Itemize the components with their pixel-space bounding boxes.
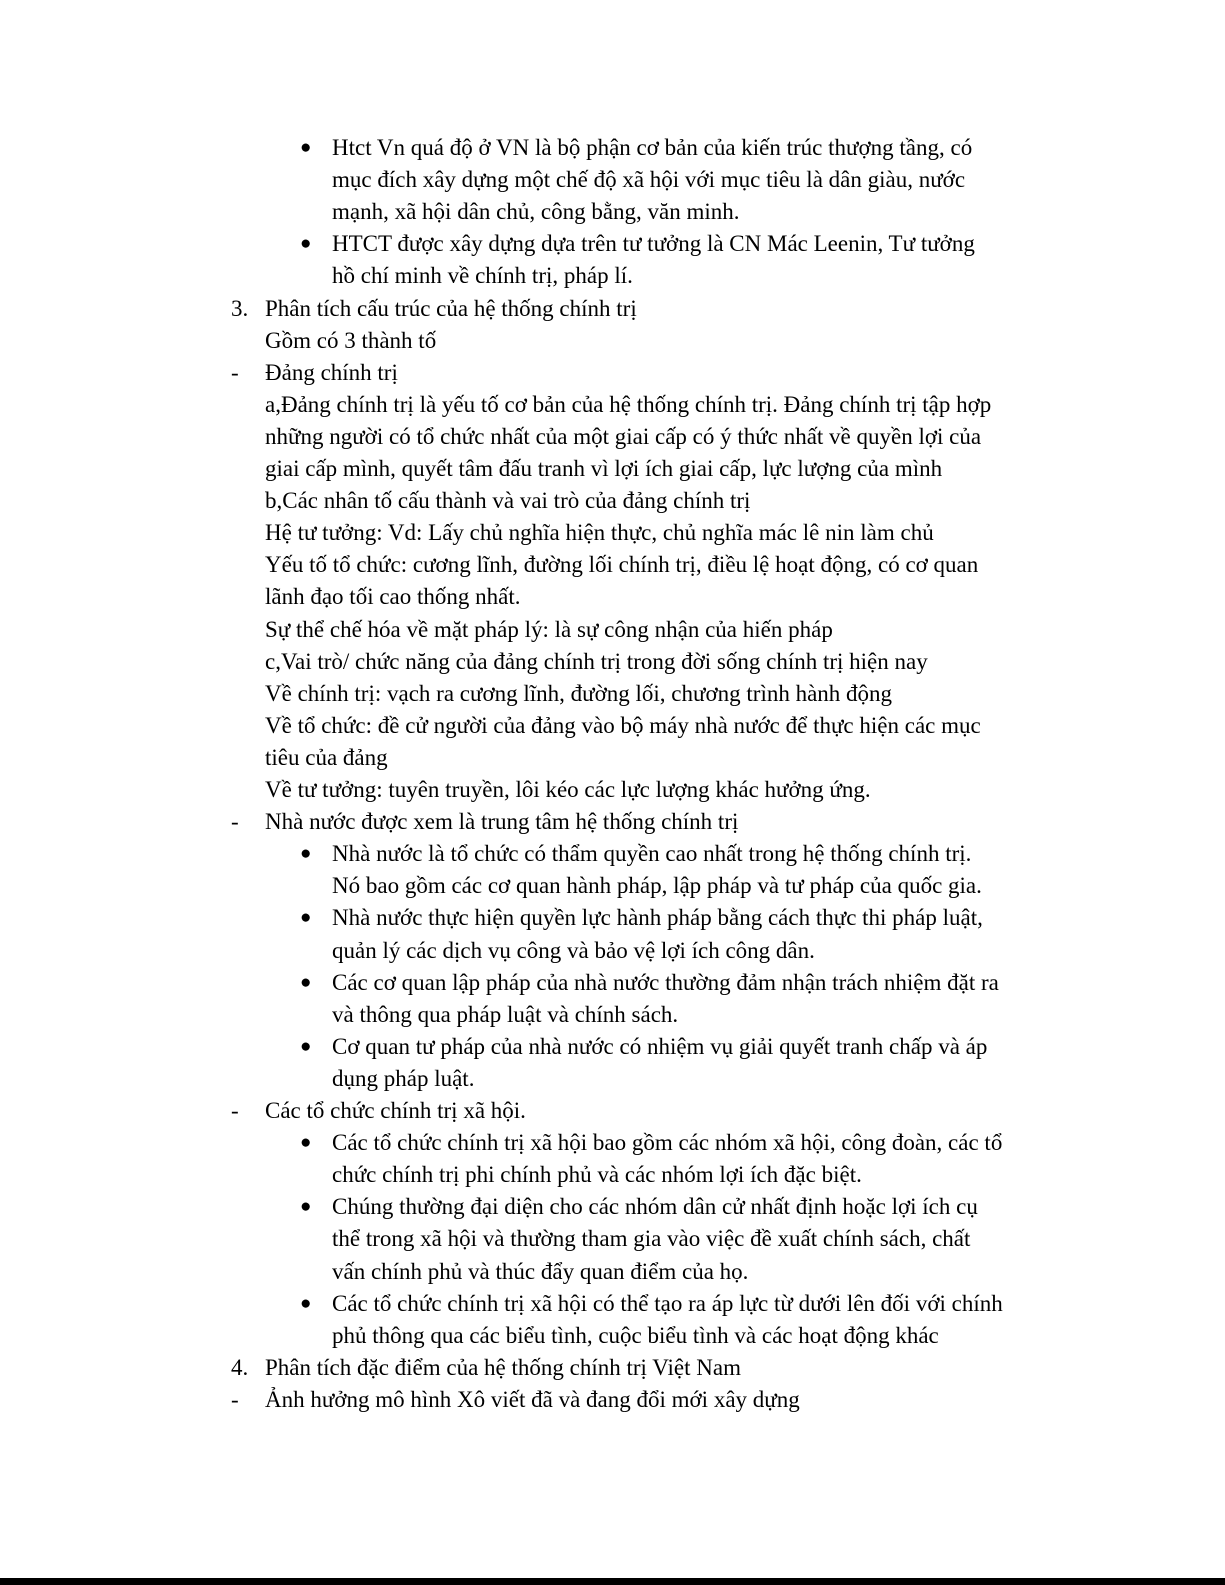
bullet-marker: ● [300, 1132, 312, 1154]
text-line: vấn chính phủ và thúc đẩy quan điểm của họ. [332, 1258, 749, 1284]
page-bottom-border [0, 1578, 1225, 1585]
text-line: Về chính trị: vạch ra cương lĩnh, đường lối, chương trình hành động [265, 680, 893, 706]
dash-marker: - [231, 809, 239, 835]
text-line: Đảng chính trị [265, 359, 398, 385]
list-number: 3. [231, 295, 249, 321]
text-line: Các tổ chức chính trị xã hội bao gồm các nhóm xã hội, công đoàn, các tổ [332, 1130, 1003, 1156]
text-line: tiêu của đảng [265, 744, 388, 770]
text-line: Các tổ chức chính trị xã hội. [265, 1098, 526, 1123]
bullet-marker: ● [300, 137, 312, 158]
text-line: Phân tích cấu trúc của hệ thống chính trị [265, 295, 637, 321]
bullet-marker: ● [300, 907, 312, 929]
text-line: Nhà nước được xem là trung tâm hệ thống chính trị [265, 809, 739, 835]
text-line: Nhà nước thực hiện quyền lực hành pháp bằng cách thực thi pháp luật, [332, 905, 983, 931]
text-line: Yếu tố tổ chức: cương lĩnh, đường lối chính trị, điều lệ hoạt động, có cơ quan [265, 552, 979, 578]
text-line: chức chính trị phi chính phủ và các nhóm lợi ích đặc biệt. [332, 1162, 862, 1188]
text-line: Htct Vn quá độ ở VN là bộ phận cơ bản của kiến trúc thượng tầng, có [332, 135, 973, 160]
bullet-marker: ● [300, 971, 312, 993]
text-line: và thông qua pháp luật và chính sách. [332, 1001, 679, 1027]
bullet-marker: ● [300, 233, 312, 255]
text-line: Hệ tư tưởng: Vd: Lấy chủ nghĩa hiện thực, chủ nghĩa mác lê nin làm chủ [265, 520, 934, 546]
text-line: Các cơ quan lập pháp của nhà nước thường đảm nhận trách nhiệm đặt ra [332, 969, 999, 995]
text-line: Sự thể chế hóa về mặt pháp lý: là sự công nhận của hiến pháp [265, 616, 833, 642]
text-line: a,Đảng chính trị là yếu tố cơ bản của hệ thống chính trị. Đảng chính trị tập hợp [265, 391, 992, 417]
dash-marker: - [231, 1098, 239, 1123]
text-line: Về tổ chức: đề cử người của đảng vào bộ máy nhà nước để thực hiện các mục [265, 712, 981, 738]
text-line: Phân tích đặc điểm của hệ thống chính trị Việt Nam [265, 1354, 741, 1380]
text-line: HTCT được xây dựng dựa trên tư tưởng là CN Mác Leenin, Tư tưởng [332, 231, 975, 257]
bullet-marker: ● [300, 843, 312, 865]
text-line: c,Vai trò/ chức năng của đảng chính trị trong đời sống chính trị hiện nay [265, 648, 928, 674]
text-line: hồ chí minh về chính trị, pháp lí. [332, 263, 633, 289]
text-line: Chúng thường đại diện cho các nhóm dân cử nhất định hoặc lợi ích cụ [332, 1194, 978, 1220]
text-line: thể trong xã hội và thường tham gia vào việc đề xuất chính sách, chất [332, 1226, 971, 1252]
bullet-marker: ● [300, 1035, 312, 1057]
text-line: Cơ quan tư pháp của nhà nước có nhiệm vụ giải quyết tranh chấp và áp [332, 1033, 988, 1059]
text-line: Về tư tưởng: tuyên truyền, lôi kéo các lực lượng khác hưởng ứng. [265, 777, 871, 802]
text-line: Các tổ chức chính trị xã hội có thể tạo ra áp lực từ dưới lên đối với chính [332, 1290, 1003, 1316]
text-line: mục đích xây dựng một chế độ xã hội với mục tiêu là dân giàu, nước [332, 167, 966, 193]
text-line: Ảnh hưởng mô hình Xô viết đã và đang đổi mới xây dựng [265, 1386, 800, 1412]
text-line: lãnh đạo tối cao thống nhất. [265, 584, 521, 610]
text-line: Nó bao gồm các cơ quan hành pháp, lập pháp và tư pháp của quốc gia. [332, 873, 982, 899]
text-line: quản lý các dịch vụ công và bảo vệ lợi ích công dân. [332, 937, 815, 963]
dash-marker: - [231, 1386, 239, 1412]
text-line: Nhà nước là tổ chức có thẩm quyền cao nhất trong hệ thống chính trị. [332, 841, 972, 867]
text-line: phủ thông qua các biểu tình, cuộc biểu tình và các hoạt động khác [332, 1322, 939, 1348]
bullet-marker: ● [300, 1196, 312, 1218]
text-line: dụng pháp luật. [332, 1065, 475, 1091]
text-line: những người có tổ chức nhất của một giai cấp có ý thức nhất về quyền lợi của [265, 423, 982, 449]
list-number: 4. [231, 1354, 249, 1380]
text-line: b,Các nhân tố cấu thành và vai trò của đảng chính trị [265, 488, 751, 514]
bullet-marker: ● [300, 1292, 312, 1314]
text-line: Gồm có 3 thành tố [265, 327, 437, 353]
text-line: mạnh, xã hội dân chủ, công bằng, văn minh. [332, 199, 740, 225]
dash-marker: - [231, 359, 239, 385]
text-line: giai cấp mình, quyết tâm đấu tranh vì lợi ích giai cấp, lực lượng của mình [265, 456, 943, 481]
